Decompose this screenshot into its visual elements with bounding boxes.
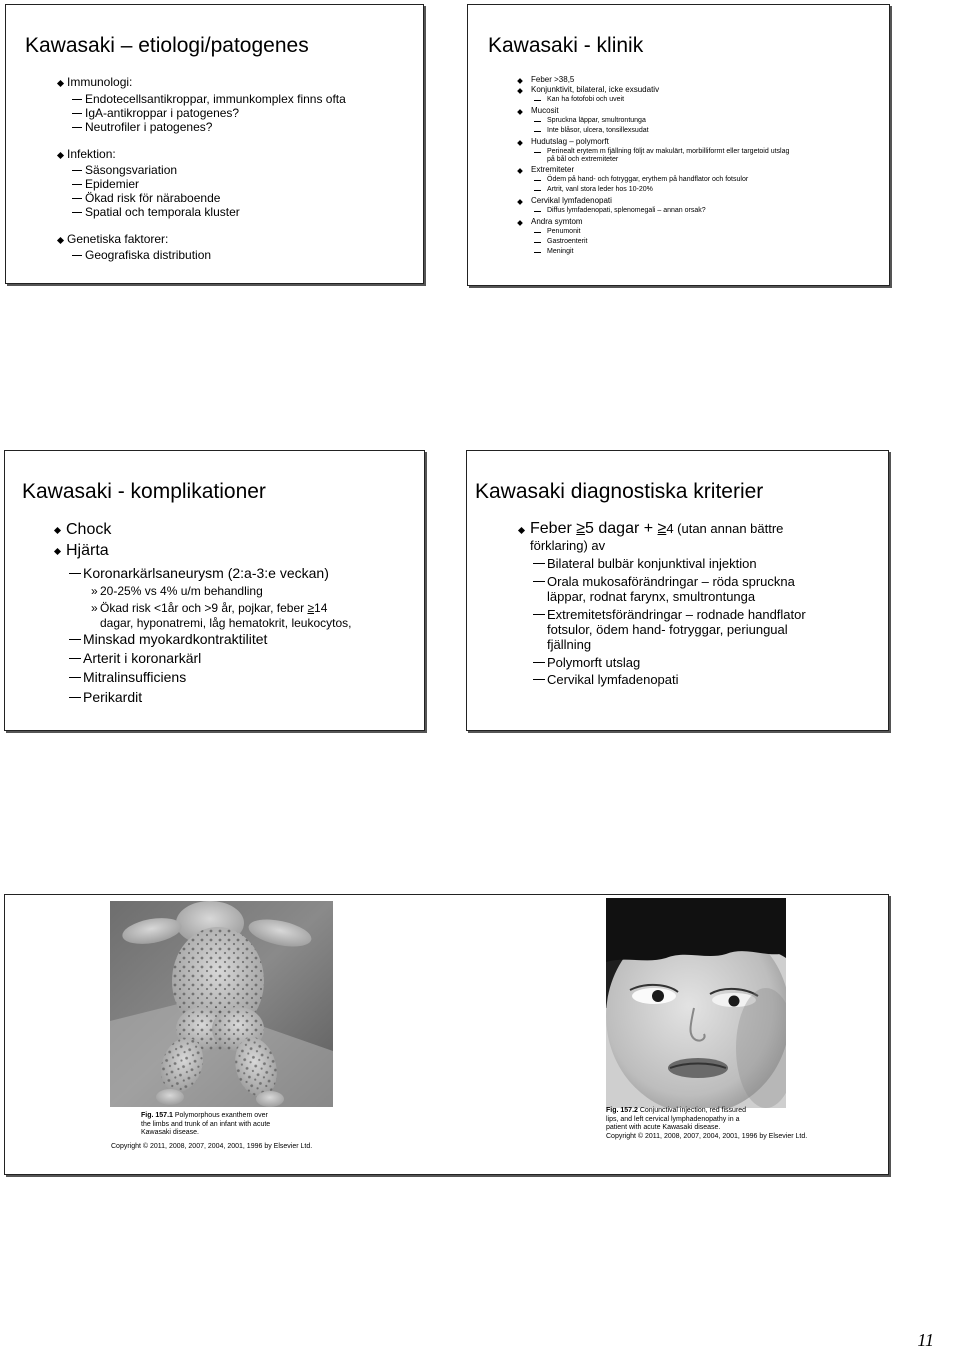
sub-item: Spatial och temporala kluster (85, 205, 240, 219)
sub-item: Mitralinsufficiens (83, 669, 187, 685)
slide-diagnostiska-kriterier (466, 450, 889, 731)
slide-title: Kawasaki - klinik (488, 34, 644, 57)
bullet-genetiska: Genetiska faktorer: (67, 232, 169, 246)
sub-item: Spruckna läppar, smultrontunga (547, 117, 646, 124)
child-face-image (606, 898, 786, 1108)
caption-line (606, 1107, 826, 1116)
criterion: Bilateral bulbär konjunktival injektion (547, 556, 757, 571)
criterion-cont: fjällning (547, 637, 592, 652)
sub-sub-item: 20-25% vs 4% u/m behandling (100, 584, 263, 598)
caption-text: Conjunctival injection, red fissured (637, 1107, 747, 1114)
sub-item: Penumonit (547, 228, 581, 235)
sub-sub-item (100, 600, 327, 616)
sub-item: Meningit (547, 248, 574, 255)
sub-item: Perinealt erytem m fjällning följt av makulärt, morbilliformt eller targetoid utslag (547, 148, 790, 155)
geq-symbol: ≥ (576, 520, 586, 537)
sub-item: Geografiska distribution (85, 248, 212, 262)
criterion-cont: läppar, rodnat farynx, smultrontunga (547, 589, 756, 604)
bullet-feber: Feber >38,5 (531, 75, 575, 84)
sub-sub-item-cont: dagar, hyponatremi, låg hematokrit, leukocytos, (100, 616, 352, 630)
sub-item: Kan ha fotofobi och uveit (547, 96, 625, 103)
criterion-cont: fotsulor, ödem hand- fotryggar, periungual (547, 622, 788, 637)
sub-item-cont: på bål och extremiteter (547, 156, 619, 163)
slide-title: Kawasaki diagnostiska kriterier (475, 480, 764, 503)
slide-komplikationer (4, 450, 425, 731)
bullet-infektion: Infektion: (67, 147, 116, 161)
bullet-list (467, 451, 888, 730)
fig-label: Fig. 157.2 (606, 1107, 638, 1114)
bullet-hudutslag: Hudutslag – polymorft (531, 137, 609, 146)
geq-symbol: ≥ (307, 601, 315, 615)
criteria-count-text: 4 (utan annan bättre (666, 521, 784, 536)
figure-caption-1 (141, 1112, 356, 1138)
caption-line (141, 1112, 356, 1121)
bullet-immunologi: Immunologi: (67, 75, 133, 89)
bullet-list (6, 5, 423, 283)
sub-item: Arterit i koronarkärl (83, 650, 202, 666)
sub-item: Minskad myokardkontraktilitet (83, 631, 268, 647)
days-text: 5 dagar + (585, 520, 658, 537)
sub-item: Diffus lymfadenopati, splenomegali – annan orsak? (547, 207, 706, 214)
bullet-list (468, 5, 889, 285)
sub-item: Ödem på hand- och fotryggar, erythem på handflator och fotsulor (547, 176, 749, 183)
raquo-icon: » (91, 601, 98, 615)
child-face-photo (606, 898, 786, 1108)
sub-item: Koronarkärlsaneurysm (2:a-3:e veckan) (83, 565, 329, 581)
bullet-chock: Chock (66, 521, 112, 538)
bullet-list (5, 451, 424, 730)
infant-exanthem-image (110, 901, 333, 1107)
sub-item: Inte blåsor, ulcera, tonsillexsudat (547, 127, 649, 134)
slide-photos (4, 894, 889, 1175)
bullet-feber-cont: förklaring) av (530, 538, 606, 553)
bullet-extremiteter: Extremiteter (531, 165, 575, 174)
geq-symbol: ≥ (657, 520, 667, 537)
sub-item: Artrit, vanl stora leder hos 10-20% (547, 186, 653, 193)
caption-line: patient with acute Kawasaki disease. (606, 1124, 721, 1131)
risk-days: 14 (314, 601, 328, 615)
slide-title: Kawasaki – etiologi/patogenes (25, 34, 309, 57)
sub-item: Epidemier (85, 177, 140, 191)
sub-item: IgA-antikroppar i patogenes? (85, 106, 240, 120)
bullet-feber (530, 521, 783, 536)
bullet-cervikal: Cervikal lymfadenopati (531, 196, 612, 205)
criterion: Orala mukosaförändringar – röda spruckna (547, 574, 795, 589)
sub-item: Neutrofiler i patogenes? (85, 120, 213, 134)
copyright-1: Copyright © 2011, 2008, 2007, 2004, 2001, 1996 by Elsevier Ltd. (111, 1143, 313, 1150)
caption-text: Polymorphous exanthem over (172, 1112, 268, 1119)
copyright-2: Copyright © 2011, 2008, 2007, 2004, 2001, 1996 by Elsevier Ltd. (606, 1133, 808, 1140)
fig-label: Fig. 157.1 (141, 1112, 173, 1119)
bullet-mucosit: Mucosit (531, 106, 559, 115)
slide-etiologi (5, 4, 424, 284)
bullet-konjunktivit: Konjunktivit, bilateral, icke exsudativ (531, 85, 660, 94)
slide-klinik (467, 4, 890, 286)
sub-item: Perikardit (83, 689, 143, 705)
figure-caption-2 (606, 1107, 826, 1133)
slide-title: Kawasaki - komplikationer (22, 480, 266, 503)
caption-line: the limbs and trunk of an infant with acute (141, 1120, 271, 1128)
risk-text: Ökad risk <1år och >9 år, pojkar, feber (100, 601, 308, 615)
bullet-hjarta: Hjärta (66, 542, 109, 559)
raquo-icon: » (91, 584, 98, 598)
sub-item: Ökad risk för näraboende (85, 191, 221, 205)
infant-exanthem-photo (110, 901, 333, 1107)
criterion: Cervikal lymfadenopati (547, 672, 679, 687)
bullet-andra: Andra symtom (531, 217, 583, 226)
sub-item: Gastroenterit (547, 238, 588, 245)
sub-item: Säsongsvariation (85, 163, 178, 177)
criterion: Extremitetsförändringar – rodnade handflator (547, 607, 806, 622)
criterion: Polymorft utslag (547, 655, 641, 670)
caption-line: Kawasaki disease. (141, 1129, 199, 1136)
caption-line: lips, and left cervical lymphadenopathy in a (606, 1115, 740, 1123)
page-number: 11 (917, 1330, 934, 1350)
sub-item: Endotecellsantikroppar, immunkomplex finns ofta (85, 92, 346, 106)
feber-text: Feber (530, 520, 577, 537)
